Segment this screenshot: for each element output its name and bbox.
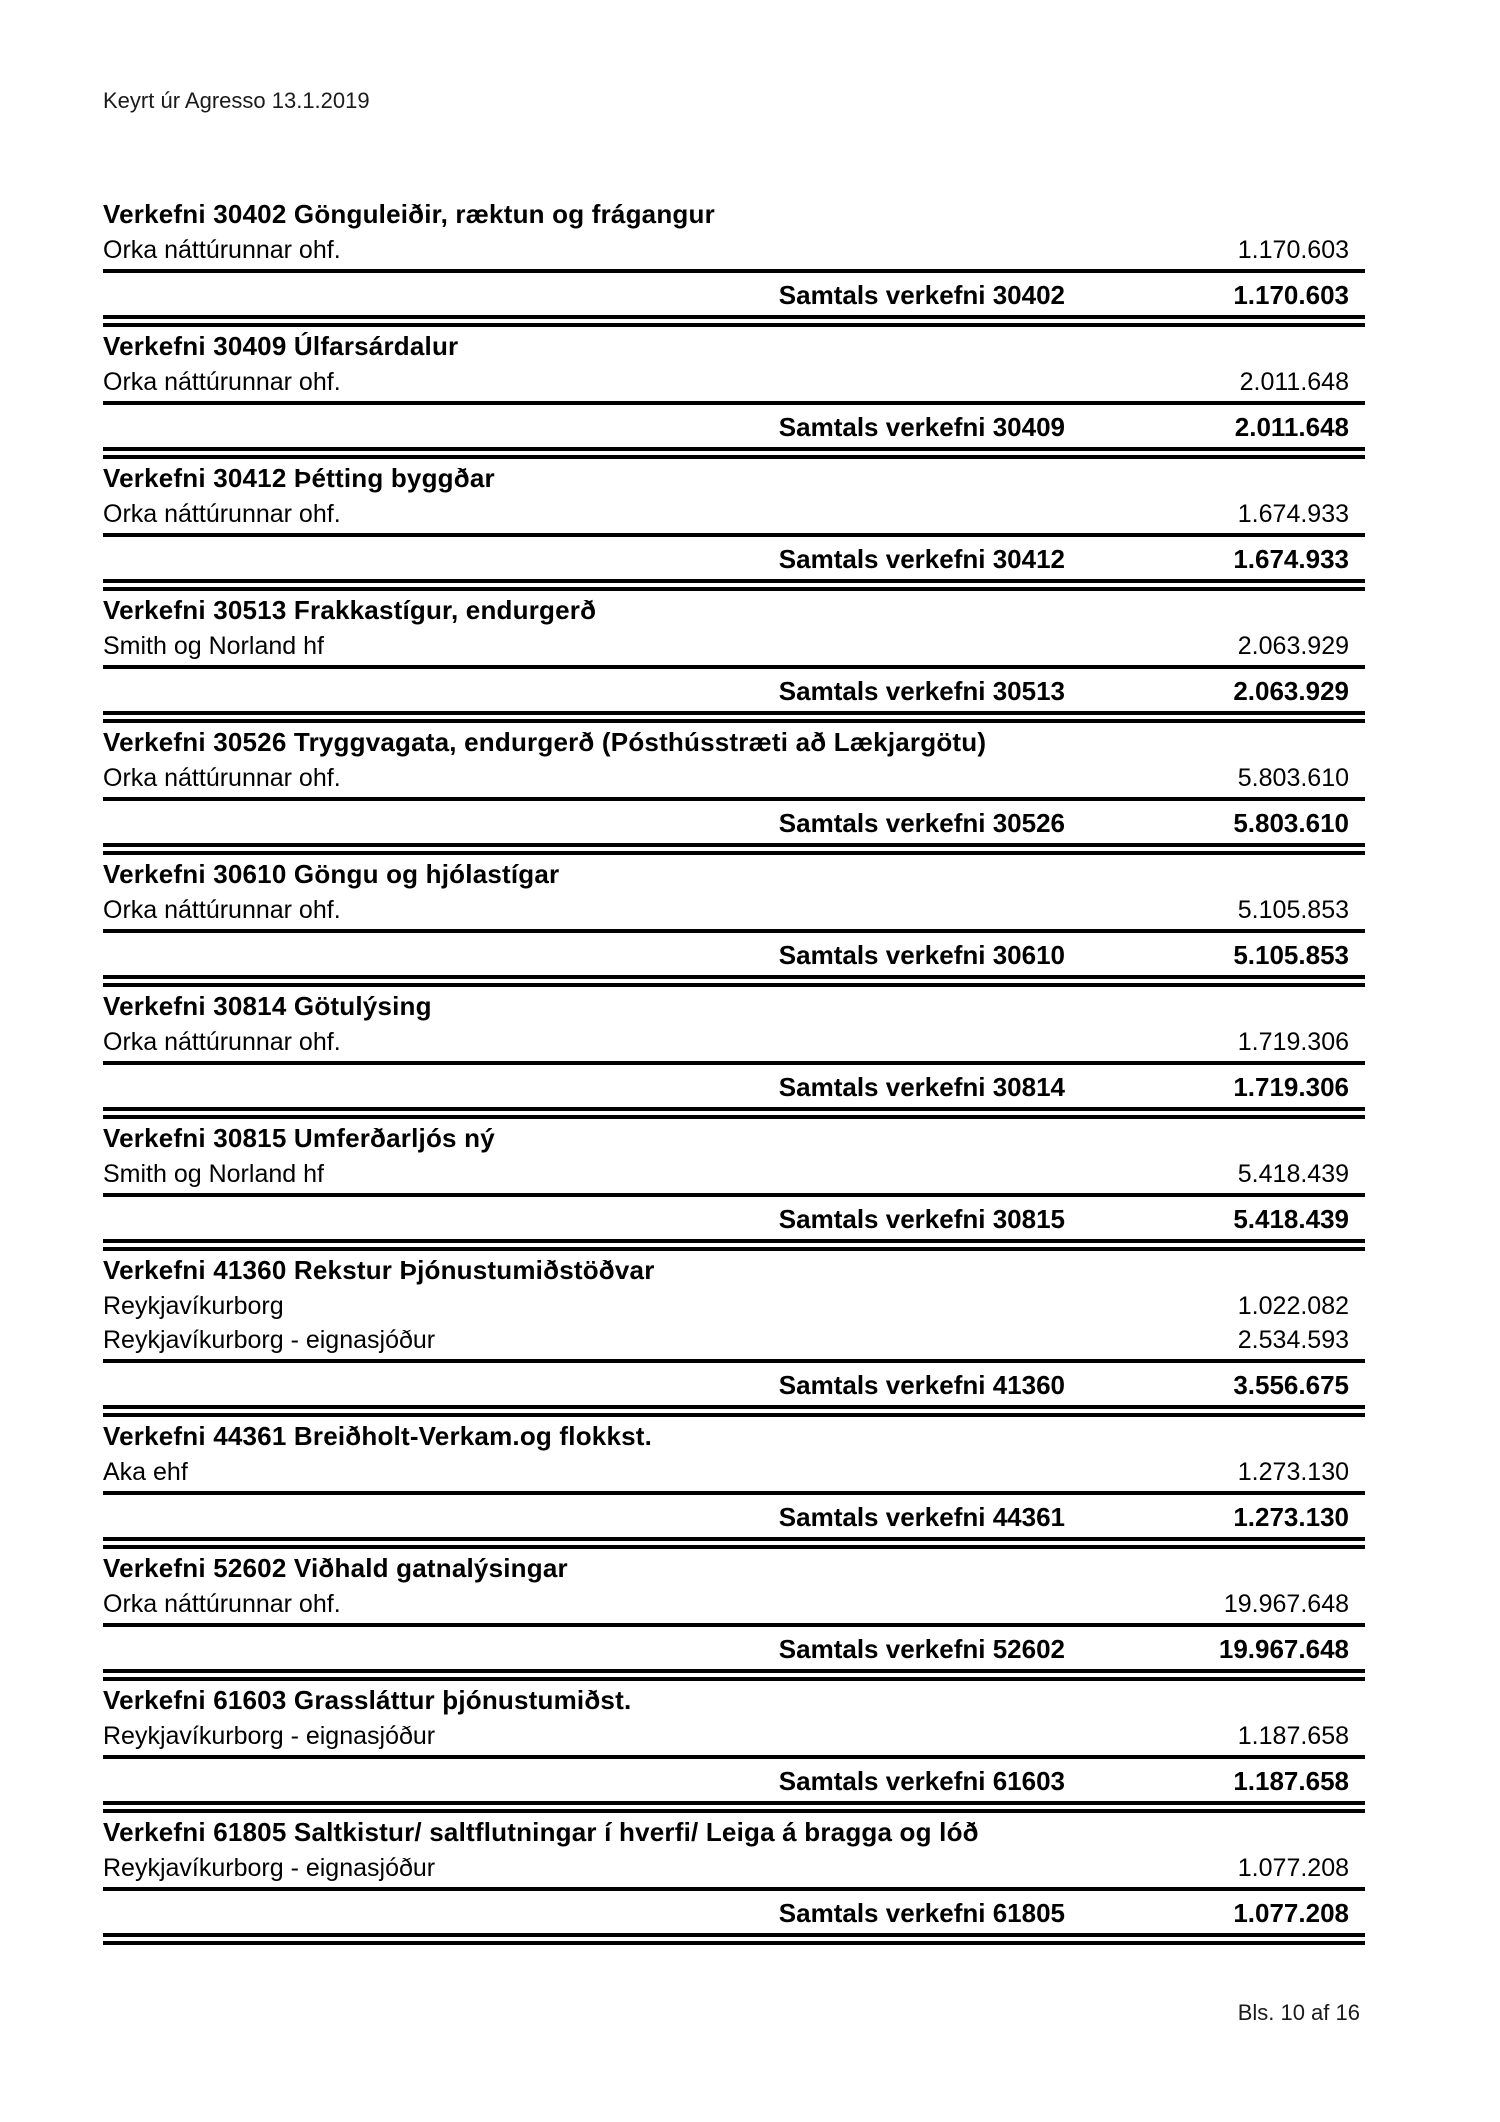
vendor-rows xyxy=(103,1589,1365,1623)
vendor-name: Reykjavíkurborg xyxy=(103,1292,284,1320)
project-total-label: Samtals verkefni 30815 xyxy=(778,1204,1065,1234)
project-total-label: Samtals verkefni 30409 xyxy=(778,412,1065,442)
vendor-amount: 1.022.082 xyxy=(1237,1292,1349,1320)
project-section xyxy=(103,1419,1365,1549)
project-total-amount: 2.011.648 xyxy=(1234,412,1349,442)
section-end-line xyxy=(103,1537,1365,1549)
section-end-line xyxy=(103,1801,1365,1813)
vendor-name: Smith og Norland hf xyxy=(103,632,324,660)
vendor-name: Smith og Norland hf xyxy=(103,1160,324,1188)
project-title: Verkefni 61805 Saltkistur/ saltflutningar í hverfi/ Leiga á bragga og lóð xyxy=(103,1817,979,1847)
project-section xyxy=(103,1121,1365,1251)
vendor-row xyxy=(103,1027,1365,1061)
vendor-name: Orka náttúrunnar ohf. xyxy=(103,1590,341,1618)
vendor-row xyxy=(103,1291,1365,1325)
project-total-row xyxy=(103,1759,1365,1801)
vendor-rows xyxy=(103,1853,1365,1887)
section-end-line xyxy=(103,579,1365,591)
vendor-row xyxy=(103,1457,1365,1491)
project-total-label: Samtals verkefni 30402 xyxy=(778,280,1065,310)
vendor-name: Orka náttúrunnar ohf. xyxy=(103,236,341,264)
project-title: Verkefni 41360 Rekstur Þjónustumiðstöðvar xyxy=(103,1255,655,1285)
project-title: Verkefni 30513 Frakkastígur, endurgerð xyxy=(103,595,597,625)
vendor-amount: 5.803.610 xyxy=(1237,764,1349,792)
project-section xyxy=(103,593,1365,723)
section-end-line xyxy=(103,315,1365,327)
vendor-amount: 2.063.929 xyxy=(1237,632,1349,660)
project-total-row xyxy=(103,1891,1365,1933)
vendor-row xyxy=(103,1853,1365,1887)
project-total-row xyxy=(103,1197,1365,1239)
project-total-amount: 1.273.130 xyxy=(1233,1502,1349,1532)
project-total-amount: 1.719.306 xyxy=(1233,1072,1349,1102)
run-header: Keyrt úr Agresso 13.1.2019 xyxy=(103,88,370,113)
project-title: Verkefni 30526 Tryggvagata, endurgerð (Pósthússtræti að Lækjargötu) xyxy=(103,727,987,757)
project-total-amount: 1.187.658 xyxy=(1233,1766,1349,1796)
vendor-amount: 1.170.603 xyxy=(1237,236,1349,264)
project-title: Verkefni 30815 Umferðarljós ný xyxy=(103,1123,495,1153)
project-total-row xyxy=(103,801,1365,843)
project-title: Verkefni 30409 Úlfarsárdalur xyxy=(103,331,459,361)
section-end-line xyxy=(103,975,1365,987)
project-section xyxy=(103,857,1365,987)
project-section xyxy=(103,1253,1365,1417)
project-total-amount: 5.418.439 xyxy=(1233,1204,1349,1234)
section-end-line xyxy=(103,1933,1365,1945)
vendor-row xyxy=(103,235,1365,269)
project-total-amount: 2.063.929 xyxy=(1233,676,1349,706)
project-total-label: Samtals verkefni 52602 xyxy=(778,1634,1065,1664)
project-section xyxy=(103,989,1365,1119)
vendor-row xyxy=(103,763,1365,797)
vendor-rows xyxy=(103,499,1365,533)
project-total-label: Samtals verkefni 44361 xyxy=(778,1502,1065,1532)
vendor-amount: 1.273.130 xyxy=(1237,1458,1349,1486)
project-total-label: Samtals verkefni 41360 xyxy=(778,1370,1065,1400)
vendor-row xyxy=(103,1325,1365,1359)
project-title: Verkefni 30412 Þétting byggðar xyxy=(103,463,495,493)
project-title: Verkefni 30610 Göngu og hjólastígar xyxy=(103,859,560,889)
vendor-rows xyxy=(103,1027,1365,1061)
project-total-label: Samtals verkefni 30412 xyxy=(778,544,1065,574)
project-total-amount: 19.967.648 xyxy=(1218,1634,1349,1664)
project-total-amount: 1.674.933 xyxy=(1233,544,1349,574)
vendor-amount: 5.418.439 xyxy=(1237,1160,1349,1188)
vendor-rows xyxy=(103,631,1365,665)
project-total-amount: 1.170.603 xyxy=(1233,280,1349,310)
vendor-rows xyxy=(103,235,1365,269)
project-section xyxy=(103,197,1365,327)
vendor-rows xyxy=(103,763,1365,797)
vendor-name: Orka náttúrunnar ohf. xyxy=(103,368,341,396)
vendor-row xyxy=(103,1721,1365,1755)
project-total-label: Samtals verkefni 30513 xyxy=(778,676,1065,706)
vendor-name: Reykjavíkurborg - eignasjóður xyxy=(103,1854,436,1882)
vendor-amount: 19.967.648 xyxy=(1223,1590,1349,1618)
project-total-row xyxy=(103,1065,1365,1107)
project-total-label: Samtals verkefni 30526 xyxy=(778,808,1065,838)
vendor-name: Reykjavíkurborg - eignasjóður xyxy=(103,1722,436,1750)
vendor-amount: 1.674.933 xyxy=(1237,500,1349,528)
vendor-name: Orka náttúrunnar ohf. xyxy=(103,1028,341,1056)
project-title: Verkefni 61603 Grassláttur þjónustumiðst. xyxy=(103,1685,632,1715)
section-end-line xyxy=(103,1669,1365,1681)
project-title: Verkefni 44361 Breiðholt-Verkam.og flokkst. xyxy=(103,1421,653,1451)
project-total-row xyxy=(103,1363,1365,1405)
vendor-rows xyxy=(103,1457,1365,1491)
vendor-amount: 2.534.593 xyxy=(1237,1326,1349,1354)
page-number: Bls. 10 af 16 xyxy=(1237,2000,1360,2025)
vendor-amount: 1.077.208 xyxy=(1237,1854,1349,1882)
vendor-name: Reykjavíkurborg - eignasjóður xyxy=(103,1326,436,1354)
section-end-line xyxy=(103,1405,1365,1417)
vendor-name: Orka náttúrunnar ohf. xyxy=(103,896,341,924)
vendor-row xyxy=(103,1589,1365,1623)
vendor-amount: 5.105.853 xyxy=(1237,896,1349,924)
vendor-name: Orka náttúrunnar ohf. xyxy=(103,764,341,792)
project-section xyxy=(103,725,1365,855)
vendor-rows xyxy=(103,367,1365,401)
project-total-row xyxy=(103,669,1365,711)
project-section xyxy=(103,1683,1365,1813)
project-total-amount: 5.105.853 xyxy=(1233,940,1349,970)
project-total-label: Samtals verkefni 30610 xyxy=(778,940,1065,970)
project-title: Verkefni 30402 Gönguleiðir, ræktun og frágangur xyxy=(103,199,715,229)
project-section xyxy=(103,1551,1365,1681)
section-end-line xyxy=(103,1239,1365,1251)
project-total-amount: 1.077.208 xyxy=(1233,1898,1349,1928)
project-total-label: Samtals verkefni 61603 xyxy=(778,1766,1065,1796)
vendor-rows xyxy=(103,1291,1365,1359)
vendor-row xyxy=(103,367,1365,401)
project-total-label: Samtals verkefni 30814 xyxy=(778,1072,1065,1102)
project-total-row xyxy=(103,933,1365,975)
vendor-name: Aka ehf xyxy=(103,1458,188,1486)
section-end-line xyxy=(103,1107,1365,1119)
vendor-row xyxy=(103,631,1365,665)
project-section xyxy=(103,329,1365,459)
project-total-amount: 5.803.610 xyxy=(1233,808,1349,838)
section-end-line xyxy=(103,711,1365,723)
project-title: Verkefni 30814 Götulýsing xyxy=(103,991,432,1021)
vendor-amount: 1.187.658 xyxy=(1237,1722,1349,1750)
project-total-row xyxy=(103,1495,1365,1537)
vendor-amount: 1.719.306 xyxy=(1237,1028,1349,1056)
project-title: Verkefni 52602 Viðhald gatnalýsingar xyxy=(103,1553,568,1583)
section-end-line xyxy=(103,447,1365,459)
project-section xyxy=(103,1815,1365,1945)
vendor-rows xyxy=(103,1721,1365,1755)
report-content xyxy=(103,197,1365,1945)
vendor-rows xyxy=(103,895,1365,929)
vendor-amount: 2.011.648 xyxy=(1239,368,1349,396)
project-total-row xyxy=(103,1627,1365,1669)
project-section xyxy=(103,461,1365,591)
project-total-row xyxy=(103,537,1365,579)
project-total-amount: 3.556.675 xyxy=(1233,1370,1349,1400)
vendor-name: Orka náttúrunnar ohf. xyxy=(103,500,341,528)
vendor-row xyxy=(103,1159,1365,1193)
project-total-row xyxy=(103,405,1365,447)
section-end-line xyxy=(103,843,1365,855)
vendor-row xyxy=(103,895,1365,929)
vendor-row xyxy=(103,499,1365,533)
project-total-row xyxy=(103,273,1365,315)
vendor-rows xyxy=(103,1159,1365,1193)
project-total-label: Samtals verkefni 61805 xyxy=(778,1898,1065,1928)
